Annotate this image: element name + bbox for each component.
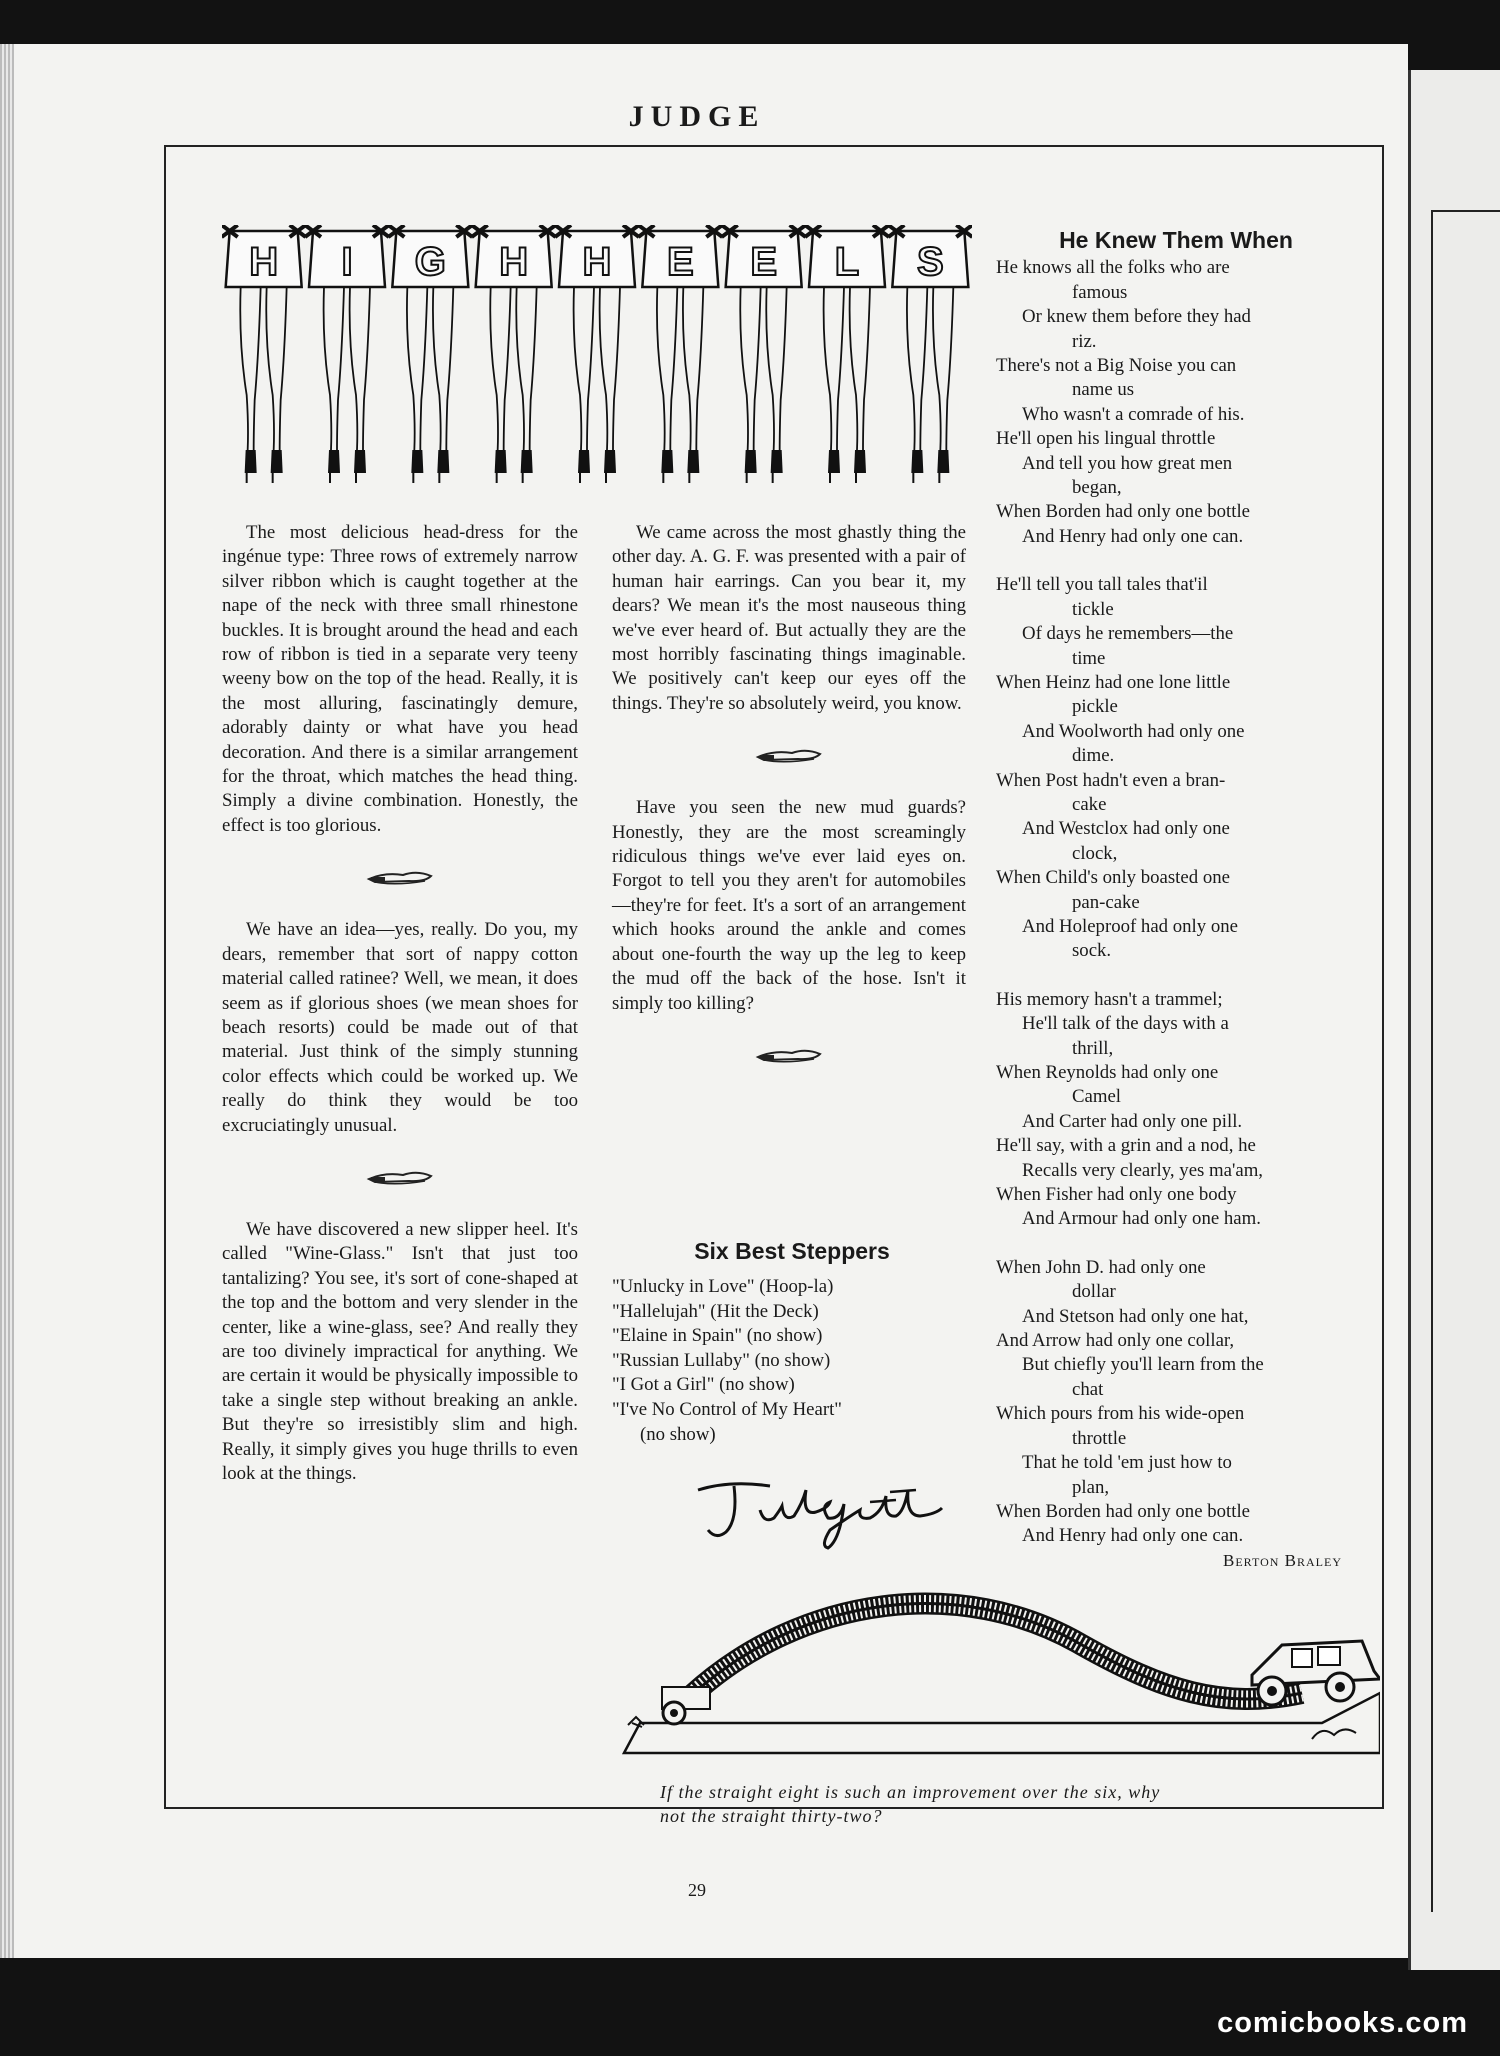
poem-line: Or knew them before they had xyxy=(1022,306,1251,328)
high-heels-title-illustration xyxy=(222,225,972,485)
column-middle xyxy=(612,521,966,1066)
poem-line: And Carter had only one pill. xyxy=(1022,1110,1243,1132)
adjacent-page-edge xyxy=(1408,70,1500,1970)
poem-line: cake xyxy=(1072,793,1107,815)
poem-line: But chiefly you'll learn from the xyxy=(1022,1354,1264,1376)
poem-line: When Borden had only one bottle xyxy=(996,1500,1251,1522)
poem-line: His memory hasn't a trammel; xyxy=(996,988,1223,1010)
heel-leg-placard xyxy=(722,225,806,483)
poem-line: And Woolworth had only one xyxy=(1022,720,1245,742)
poem-line: chat xyxy=(1072,1378,1104,1400)
poem-line: tickle xyxy=(1072,598,1114,620)
poem-line: And Westclox had only one xyxy=(1022,818,1230,840)
poem-author: Berton Braley xyxy=(1223,1550,1342,1570)
poem-line: When John D. had only one xyxy=(996,1256,1206,1278)
site-watermark: comicbooks.com xyxy=(1217,2007,1468,2039)
poem-line: sock. xyxy=(1072,940,1112,962)
poem-body xyxy=(996,256,1356,1548)
poem-line: And Arrow had only one collar, xyxy=(996,1330,1235,1352)
book-spine xyxy=(0,44,14,1958)
poem-line: Which pours from his wide-open xyxy=(996,1403,1245,1425)
paragraph-hair-earrings: We came across the most ghastly thing the other day. A. G. F. was presented with a pair of human hair earrings. Can you bear it, my dears? We mean it's the most nauseous thing we've ever heard of. But actually they are the most horribly fascinating things imaginable. We positively can't keep our eyes off the things. They're so absolutely weird, you know. xyxy=(612,522,966,714)
poem-line: began, xyxy=(1072,477,1122,499)
heel-leg-placard xyxy=(472,225,556,483)
steppers-title: Six Best Steppers xyxy=(694,1238,890,1264)
signature-text: Judgette xyxy=(690,1460,694,1461)
poem-line: Camel xyxy=(1072,1086,1122,1108)
six-best-steppers xyxy=(612,1238,972,1447)
poem-line: When Borden had only one bottle xyxy=(996,501,1251,523)
poem-line: dollar xyxy=(1072,1281,1116,1303)
poem-line: He knows all the folks who are xyxy=(996,257,1230,279)
poem-line: Recalls very clearly, yes ma'am, xyxy=(1022,1159,1264,1181)
heel-leg-placard xyxy=(638,225,722,483)
slipper-ornament-icon xyxy=(754,1044,824,1066)
poem-line: name us xyxy=(1072,379,1135,401)
list-item: "Unlucky in Love" (Hoop-la) xyxy=(612,1276,834,1297)
paragraph-mud-guards: Have you seen the new mud guards? Honestly, they are the most screamingly ridiculous things we've ever laid eyes on. Forgot to tell you they aren't for automobiles—they're for feet. It's a sort of an arrangement which hooks around the ankle and comes about one-fourth the way up the leg to keep the mud off the back of the hose. Isn't it simply too killing? xyxy=(612,797,966,1014)
paragraph-wine-glass-heel: We have discovered a new slipper heel. It's called "Wine-Glass." Isn't that just too tantalizing? You see, it's sort of cone-shaped at the top and the bottom and very slender in the center, like a wine-glass, see? And really they are too divinely impractical for anything. We are certain it would be physically impossible to take a single step without breaking an ankle. But they're so irresistibly slim and high. Really, it simply gives you huge thrills to even look at the things. xyxy=(222,1218,578,1484)
heel-leg-placard xyxy=(805,225,889,483)
judgette-signature xyxy=(690,1460,960,1555)
poem-line: He'll say, with a grin and a nod, he xyxy=(996,1135,1256,1157)
caption-line-2: not the straight thirty-two? xyxy=(660,1806,883,1826)
poem-line: And Holeproof had only one xyxy=(1022,915,1238,937)
title-letter: E xyxy=(750,240,778,284)
poem-line: Who wasn't a comrade of his. xyxy=(1022,403,1245,425)
poem-line: And Henry had only one can. xyxy=(1022,1525,1244,1547)
poem-title: He Knew Them When xyxy=(1059,227,1293,253)
paragraph-head-dress: The most delicious head-dress for the ingénue type: Three rows of extremely narrow silver ribbon which is caught together at the nape of the neck with three small rhinestone buckles. It is brought around the head and each row of ribbon is tied in a separate very teeny weeny bow on the top of the head. Really, it is the most alluring, fascinatingly demure, adorably dainty or what have you head decoration. And there is a similar arrangement for the throat, which matches the head thing. Simply a divine combination. Honestly, the effect is too glorious. xyxy=(222,522,578,836)
title-letter: G xyxy=(414,240,446,284)
list-item: "Russian Lullaby" (no show) xyxy=(612,1349,831,1371)
poem-line: He'll tell you tall tales that'il xyxy=(996,574,1208,596)
title-letter: H xyxy=(249,240,279,284)
poem-line: There's not a Big Noise you can xyxy=(996,355,1237,377)
column-right-poem xyxy=(996,228,1356,1573)
slipper-ornament-icon xyxy=(365,866,435,888)
poem-line: thrill, xyxy=(1072,1037,1114,1059)
title-letter: H xyxy=(499,240,529,284)
title-letter: L xyxy=(834,240,860,284)
straight-eight-car-illustration xyxy=(622,1575,1380,1755)
poem-line: And Henry had only one can. xyxy=(1022,525,1244,547)
poem-line: When Child's only boasted one xyxy=(996,867,1230,889)
illustration-caption xyxy=(660,1780,1360,1828)
poem-line: famous xyxy=(1072,281,1128,303)
title-letter: I xyxy=(341,240,353,284)
poem-line: When Post hadn't even a bran- xyxy=(996,769,1226,791)
column-left xyxy=(222,521,578,1486)
slipper-ornament-icon xyxy=(754,744,824,766)
title-letter: E xyxy=(666,240,694,284)
poem-line: Of days he remembers—the xyxy=(1022,623,1234,645)
poem-line: When Heinz had one lone little xyxy=(996,671,1231,693)
heel-leg-placard xyxy=(888,225,972,483)
poem-line: And Stetson had only one hat, xyxy=(1022,1305,1249,1327)
heel-leg-placard xyxy=(555,225,639,483)
poem-line: And Armour had only one ham. xyxy=(1022,1208,1261,1230)
title-letter: H xyxy=(582,240,612,284)
magazine-header: JUDGE xyxy=(628,100,766,133)
list-item: "Hallelujah" (Hit the Deck) xyxy=(612,1300,819,1322)
poem-line: throttle xyxy=(1072,1427,1127,1449)
poem-line: clock, xyxy=(1072,842,1118,864)
page-number: 29 xyxy=(688,1880,706,1900)
heel-leg-placard xyxy=(305,225,389,483)
slipper-ornament-icon xyxy=(365,1166,435,1188)
poem-line: plan, xyxy=(1072,1476,1110,1498)
caption-line-1: If the straight eight is such an improvement over the six, why xyxy=(660,1782,1161,1802)
poem-line: He'll talk of the days with a xyxy=(1022,1013,1229,1035)
poem-line: pan-cake xyxy=(1072,891,1140,913)
poem-line: And tell you how great men xyxy=(1022,452,1233,474)
poem-line: dime. xyxy=(1072,745,1115,767)
list-item: (no show) xyxy=(640,1423,716,1445)
poem-line: When Reynolds had only one xyxy=(996,1062,1219,1083)
list-item: "I Got a Girl" (no show) xyxy=(612,1374,795,1396)
title-letter: S xyxy=(916,240,944,284)
heel-leg-placard xyxy=(388,225,472,483)
paragraph-ratinee: We have an idea—yes, really. Do you, my dears, remember that sort of nappy cotton material called ratinee? Well, we mean, it does seem as if glorious shoes (we mean shoes for beach resorts) could be made out of that material. Just think of the simply stunning color effects which could be worked up. We really do think they would be too excruciatingly unusual. xyxy=(222,919,578,1136)
poem-line: When Fisher had only one body xyxy=(996,1184,1237,1206)
poem-line: That he told 'em just how to xyxy=(1022,1452,1232,1474)
poem-line: riz. xyxy=(1072,330,1097,352)
list-item: "Elaine in Spain" (no show) xyxy=(612,1325,823,1347)
poem-line: pickle xyxy=(1072,696,1118,718)
poem-line: He'll open his lingual throttle xyxy=(996,428,1216,450)
poem-line: time xyxy=(1072,647,1106,669)
heel-leg-placard xyxy=(222,225,306,483)
list-item: "I've No Control of My Heart" xyxy=(612,1398,842,1420)
